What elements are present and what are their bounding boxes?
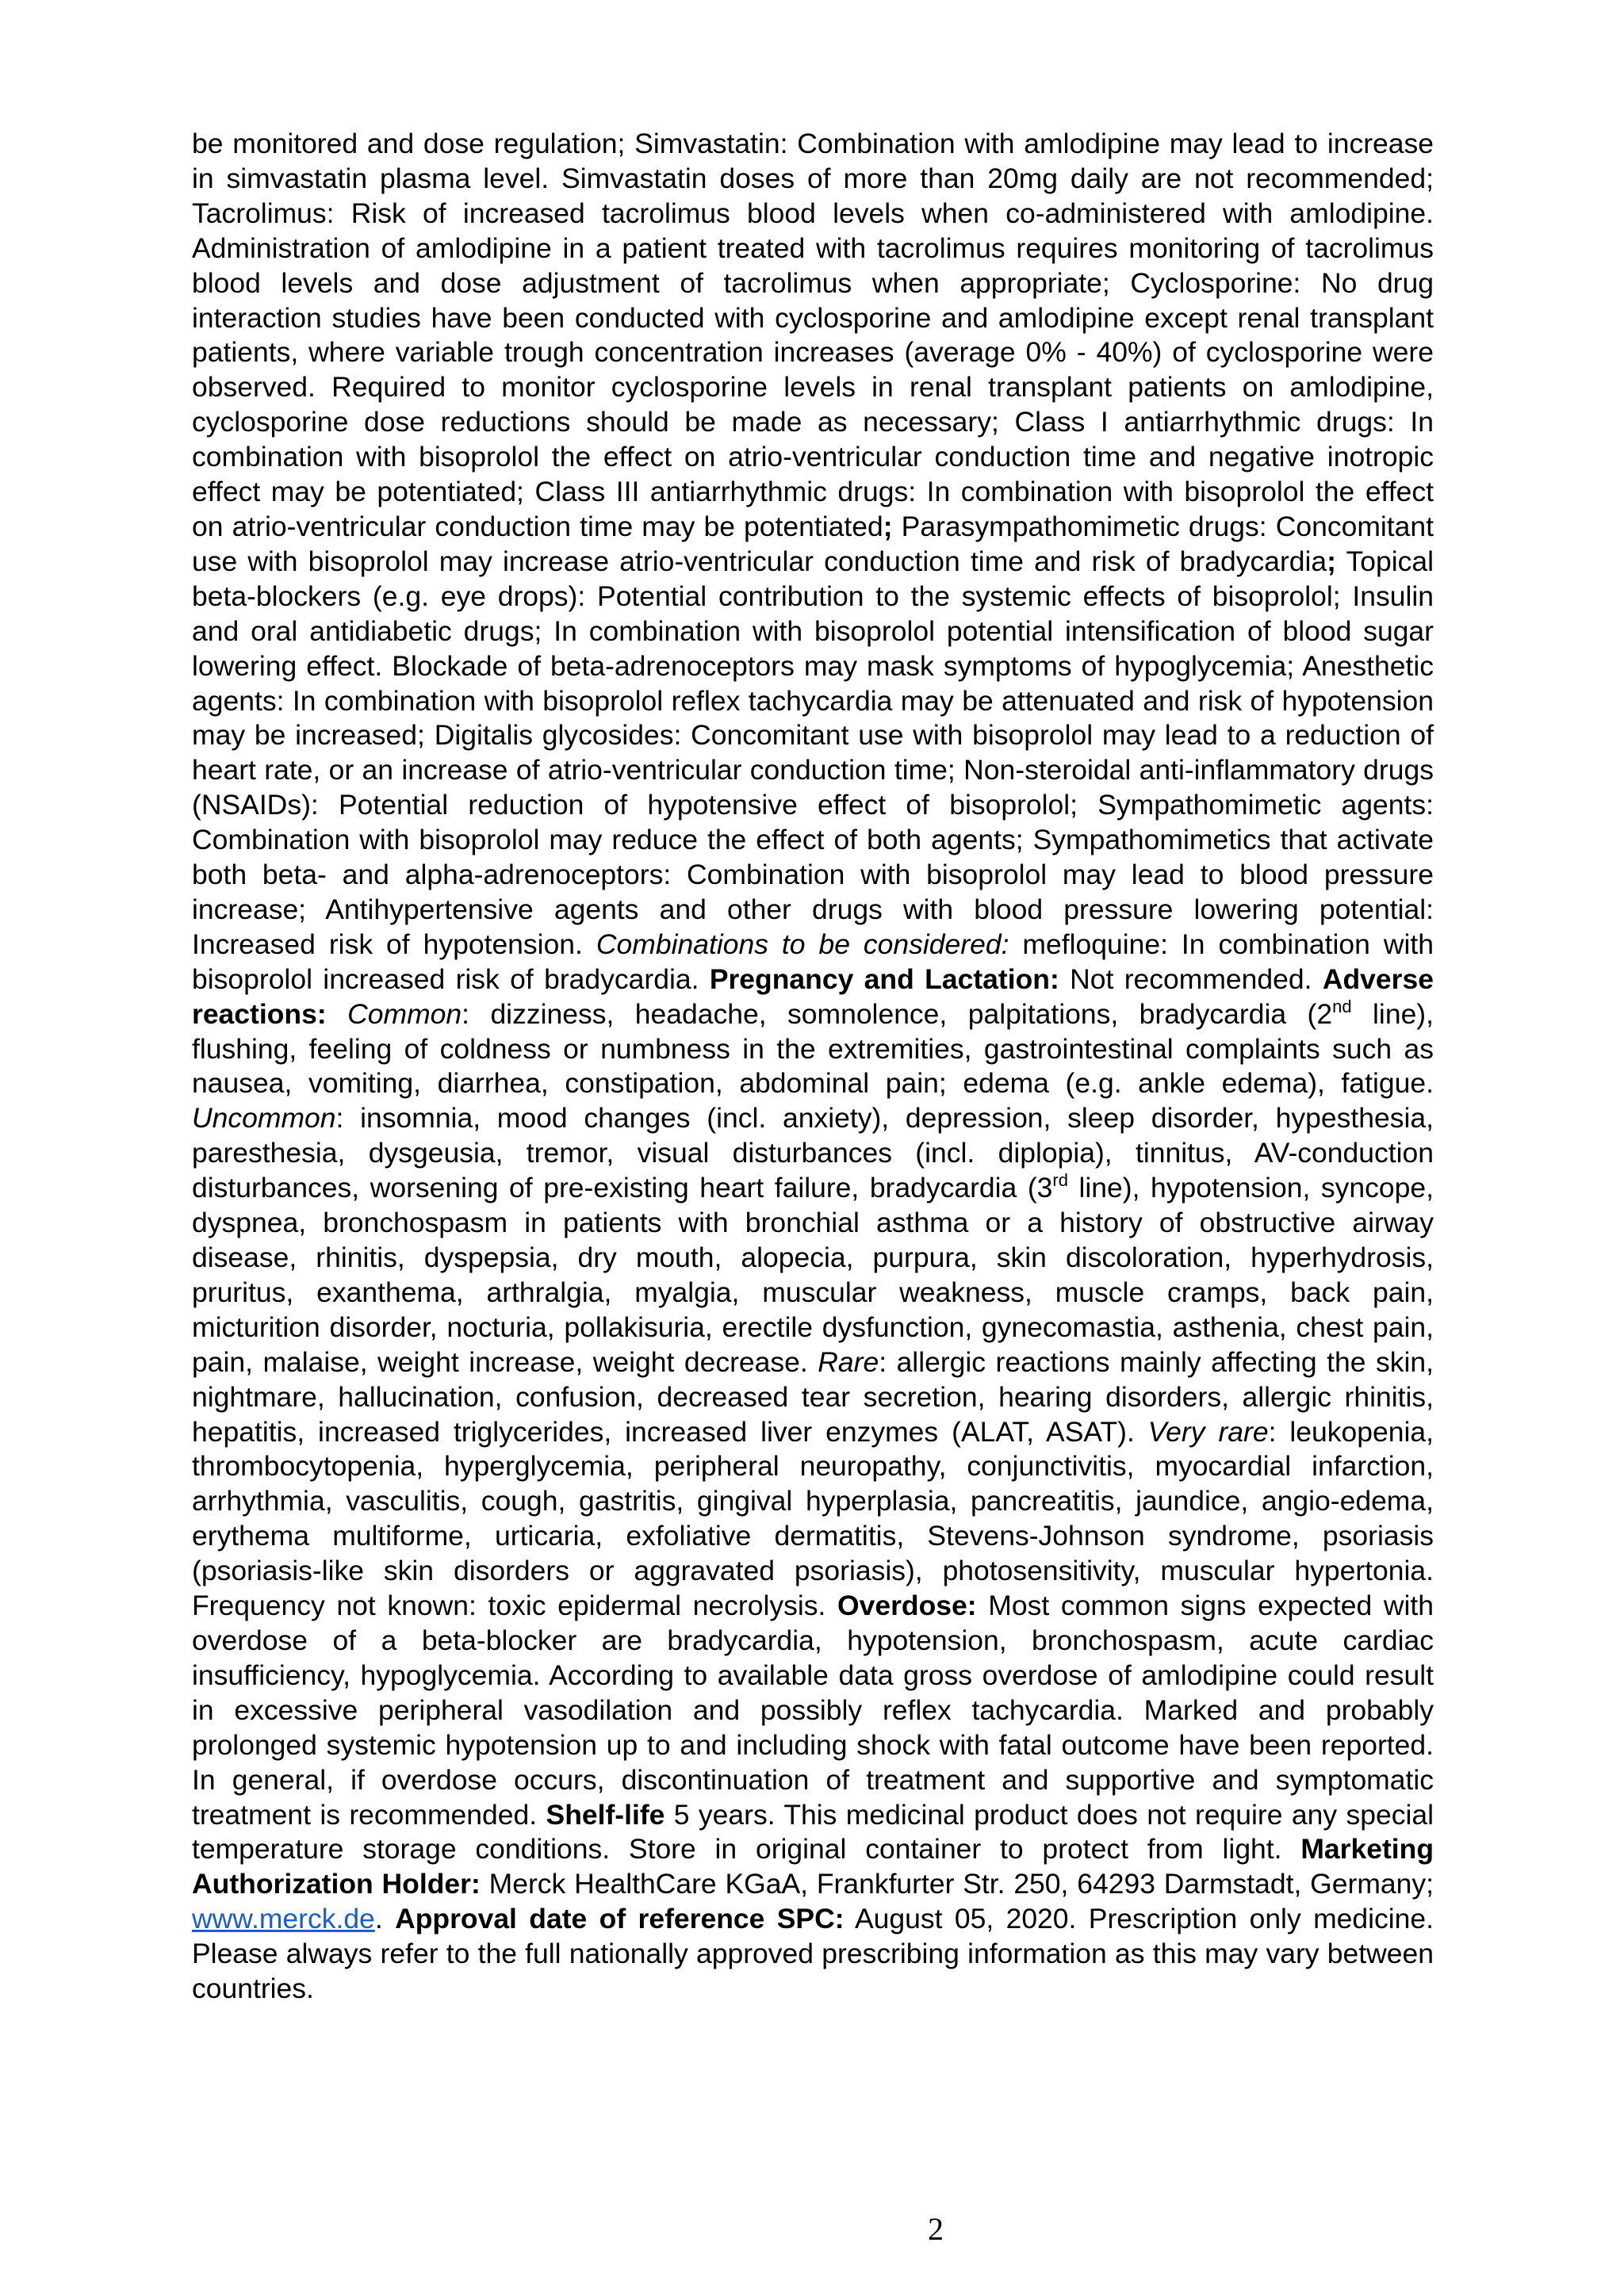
overdose-text: Most common signs expected with overdose of a beta-blocker are bradycardia, hypotension, bronchospasm, acute cardiac insufficiency, hypoglycemia. According to available data gross overdose of amlodipine could result in excessive peripheral vasodilation and possibly reflex tachycardia. Marked and probably prolonged systemic hypotension up to and including shock with fatal outcome have been reported. In general, if overdose occurs, discontinuation of treatment and supportive and symptomatic treatment is recommended. [192,1590,1434,1831]
link-period: . [374,1903,383,1935]
merck-website-link[interactable]: www.merck.de [192,1903,375,1935]
overdose-heading: Overdose: [837,1590,977,1622]
shelf-life-text: 5 years. This medicinal product does not require any special temperature storage conditions. Store in original container to protect from light. [192,1798,1434,1866]
approval-date-text: August 05, 2020. Prescription only medicine. Please always refer to the full nationally approved prescribing information as this may vary between countries. [192,1903,1434,2005]
combinations-text: mefloquine: In combination with bisoprolol increased risk of bradycardia. [192,928,1434,995]
interactions-text-1: be monitored and dose regulation; Simvastatin: Combination with amlodipine may lead to increase in simvastatin plasma level. Simvastatin doses of more than 20mg daily are not recommended; Tacrolimus: Risk of increased tacrolimus blood levels when co-administered with amlodipine. Administration of amlodipine in a patient treated with tacrolimus requires monitoring of tacrolimus blood levels and dose adjustment of tacrolimus when appropriate; Cyclosporine: No drug interaction studies have been conducted with cyclosporine and amlodipine except renal transplant patients, where variable trough concentration increases (average 0% - 40%) of cyclosporine were observed. Required to monitor cyclosporine levels in renal transplant patients on amlodipine, cyclosporine dose reductions should be made as necessary; Class I antiarrhythmic drugs: In combination with bisoprolol the effect on atrio-ventricular conduction time and negative inotropic effect may be potentiated; Class III antiarrhythmic drugs: In combination with bisoprolol the effect on atrio-ventricular conduction time may be potentiated [192,128,1434,542]
spacer-text [327,998,347,1030]
very-rare-label: Very rare [1147,1415,1269,1448]
bold-semicolon: ; [883,510,893,542]
rare-label: Rare [818,1345,879,1378]
common-text: : dizziness, headache, somnolence, palpitations, bradycardia (2 [462,997,1333,1030]
shelf-life-heading: Shelf-life [546,1798,665,1831]
combinations-heading: Combinations to be considered: [596,928,1009,960]
adverse-reactions-heading: Adverse reactions: [192,962,1434,1030]
approval-date-heading: Approval date of reference SPC: [395,1903,845,1935]
marketing-holder-heading: Marketing Authorization Holder: [192,1833,1434,1900]
common-text-continued: line), flushing, feeling of coldness or numbness in the extremities, gastrointestinal complaints such as nausea, vomiting, diarrhea, constipation, abdominal pain; edema (e.g. ankle edema), fatigue. [192,997,1434,1100]
uncommon-label: Uncommon [192,1102,336,1135]
interactions-text-2: Parasympathomimetic drugs: Concomitant use with bisoprolol may increase atrio-ventricular conduction time and risk of bradycardia [192,510,1434,577]
pregnancy-heading: Pregnancy and Lactation: [709,962,1059,995]
page-number: 2 [928,2211,944,2247]
ordinal-superscript: nd [1332,996,1352,1016]
very-rare-text: : leukopenia, thrombocytopenia, hyperglycemia, peripheral neuropathy, conjunctivitis, myocardial infarction, arrhythmia, vasculitis, cough, gastritis, gingival hyperplasia, pancreatitis, jaundice, angio-edema, erythema multiforme, urticaria, exfoliative dermatitis, Stevens-Johnson syndrome, psoriasis (psoriasis-like skin disorders or aggravated psoriasis), photosensitivity, muscular hypertonia. Frequency not known: toxic epidermal necrolysis. [192,1415,1434,1622]
interactions-text-3: Topical beta-blockers (e.g. eye drops): Potential contribution to the systemic effects of bisoprolol; Insulin and oral antidiabetic drugs; In combination with bisoprolol potential intensification of blood sugar lowering effect. Blockade of beta-adrenoceptors may mask symptoms of hypoglycemia; Anesthetic agents: In combination with bisoprolol reflex tachycardia may be attenuated and risk of hypotension may be increased; Digitalis glycosides: Concomitant use with bisoprolol may lead to a reduction of heart rate, or an increase of atrio-ventricular conduction time; Non-steroidal anti-inflammatory drugs (NSAIDs): Potential reduction of hypotensive effect of bisoprolol; Sympathomimetic agents: Combination with bisoprolol may reduce the effect of both agents; Sympathomimetics that activate both beta- and alpha-adrenoceptors: Combination with bisoprolol may lead to blood pressure increase; Antihypertensive agents and other drugs with blood pressure lowering potential: Increased risk of hypotension. [192,545,1434,960]
body-paragraph [192,127,1434,2007]
marketing-holder-text: Merck HealthCare KGaA, Frankfurter Str. 250, 64293 Darmstadt, Germany; [480,1868,1434,1900]
pregnancy-text: Not recommended. [1059,962,1323,995]
uncommon-text-continued: line), hypotension, syncope, dyspnea, bronchospasm in patients with bronchial asthma or a history of obstructive airway disease, rhinitis, dyspepsia, dry mouth, alopecia, purpura, skin discoloration, hyperhydrosis, pruritus, exanthema, arthralgia, myalgia, muscular weakness, muscle cramps, back pain, micturition disorder, nocturia, pollakisuria, erectile dysfunction, gynecomastia, asthenia, chest pain, pain, malaise, weight increase, weight decrease. [192,1172,1434,1378]
ordinal-superscript: rd [1052,1170,1068,1191]
common-label: Common [347,997,462,1030]
rare-text: : allergic reactions mainly affecting the skin, nightmare, hallucination, confusion, decreased tear secretion, hearing disorders, allergic rhinitis, hepatitis, increased triglycerides, increased liver enzymes (ALAT, ASAT). [192,1345,1434,1448]
uncommon-text: : insomnia, mood changes (incl. anxiety), depression, sleep disorder, hypesthesia, paresthesia, dysgeusia, tremor, visual disturbances (incl. diplopia), tinnitus, AV-conduction disturbances, worsening of pre-existing heart failure, bradycardia (3 [192,1102,1434,1204]
bold-semicolon: ; [1327,545,1336,577]
